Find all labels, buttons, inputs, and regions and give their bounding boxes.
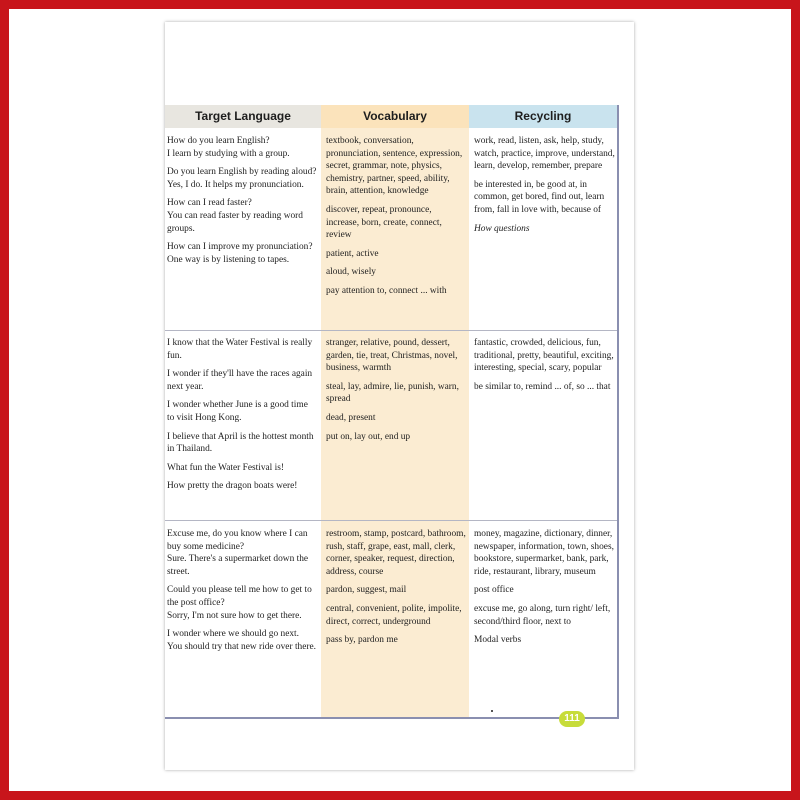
vocabulary-item: stranger, relative, pound, dessert, garden, tie, treat, Christmas, novel, business, warmth: [326, 338, 458, 374]
row2-target-language: [167, 337, 317, 499]
recycling-item: work, read, listen, ask, help, study, watch, practice, improve, understand, learn, develop, remember, prepare: [474, 136, 615, 172]
vocabulary-item: dead, present: [326, 412, 376, 423]
target-language-item: What fun the Water Festival is!: [167, 462, 285, 473]
target-language-item: I wonder if they'll have the races again next year.: [167, 369, 313, 392]
vocabulary-item: textbook, conversation, pronunciation, sentence, expression, secret, grammar, note, physics, chemistry, partner, speed, ability, brain, attention, knowledge: [326, 136, 463, 197]
vocabulary-item: pay attention to, connect ... with: [326, 285, 447, 296]
row3-recycling: [474, 528, 615, 653]
header-target-language: Target Language: [165, 105, 321, 128]
target-language-item: Do you learn English by reading aloud? Yes, I do. It helps my pronunciation.: [167, 167, 317, 190]
vocabulary-item: central, convenient, polite, impolite, direct, correct, underground: [326, 603, 462, 627]
recycling-item: be interested in, be good at, in common, get bored, find out, learn from, fall in love with, because of: [474, 179, 605, 215]
vocabulary-item: pardon, suggest, mail: [326, 585, 407, 596]
target-language-item: I wonder whether June is a good time to visit Hong Kong.: [167, 400, 308, 423]
row2-vocabulary: [326, 337, 466, 449]
vocabulary-item: restroom, stamp, postcard, bathroom, rush, staff, grape, east, mall, clerk, corner, speaker, request, direction, address, course: [326, 529, 466, 577]
recycling-item: money, magazine, dictionary, dinner, newspaper, information, town, shoes, bookstore, supermarket, bank, park, ride, restaurant, library, museum: [474, 529, 614, 577]
header-vocabulary: Vocabulary: [321, 105, 469, 128]
target-language-item: Could you please tell me how to get to the post office? Sorry, I'm not sure how to get there.: [167, 585, 312, 621]
vocabulary-item: discover, repeat, pronounce, increase, born, create, connect, review: [326, 204, 442, 241]
row1-target-language: [167, 135, 317, 272]
recycling-item: post office: [474, 585, 514, 596]
recycling-item: Modal verbs: [474, 635, 522, 646]
row2-recycling: [474, 337, 615, 399]
row1-recycling: [474, 135, 615, 241]
vocabulary-item: aloud, wisely: [326, 267, 376, 278]
vocabulary-item: pass by, pardon me: [326, 635, 398, 646]
row3-target-language: [167, 528, 317, 659]
target-language-item: How can I improve my pronunciation? One way is by listening to tapes.: [167, 242, 313, 265]
target-language-item: Excuse me, do you know where I can buy some medicine? Sure. There's a supermarket down the street.: [167, 529, 309, 577]
vocabulary-item: put on, lay out, end up: [326, 431, 411, 442]
vocabulary-item: steal, lay, admire, lie, punish, warn, spread: [326, 381, 459, 405]
target-language-item: How pretty the dragon boats were!: [167, 481, 298, 492]
curriculum-table: [165, 105, 619, 719]
recycling-item: fantastic, crowded, delicious, fun, traditional, pretty, beautiful, exciting, interesting, special, scary, popular: [474, 338, 614, 374]
print-mark: [491, 710, 493, 712]
recycling-item: How questions: [474, 223, 530, 234]
row-divider: [165, 520, 617, 521]
target-language-item: How do you learn English? I learn by studying with a group.: [167, 136, 290, 159]
header-recycling: Recycling: [469, 105, 617, 128]
target-language-item: How can I read faster? You can read faster by reading word groups.: [167, 198, 303, 234]
row1-vocabulary: [326, 135, 466, 304]
target-language-item: I know that the Water Festival is really fun.: [167, 338, 313, 361]
vocabulary-item: patient, active: [326, 248, 379, 259]
book-page: [165, 22, 634, 770]
row-divider: [165, 330, 617, 331]
page-number-badge: 111: [559, 711, 585, 727]
target-language-item: I wonder where we should go next. You should try that new ride over there.: [167, 629, 317, 652]
row3-vocabulary: [326, 528, 466, 653]
target-language-item: I believe that April is the hottest month in Thailand.: [167, 431, 314, 455]
recycling-item: be similar to, remind ... of, so ... that: [474, 381, 611, 392]
recycling-item: excuse me, go along, turn right/ left, second/third floor, next to: [474, 603, 611, 627]
